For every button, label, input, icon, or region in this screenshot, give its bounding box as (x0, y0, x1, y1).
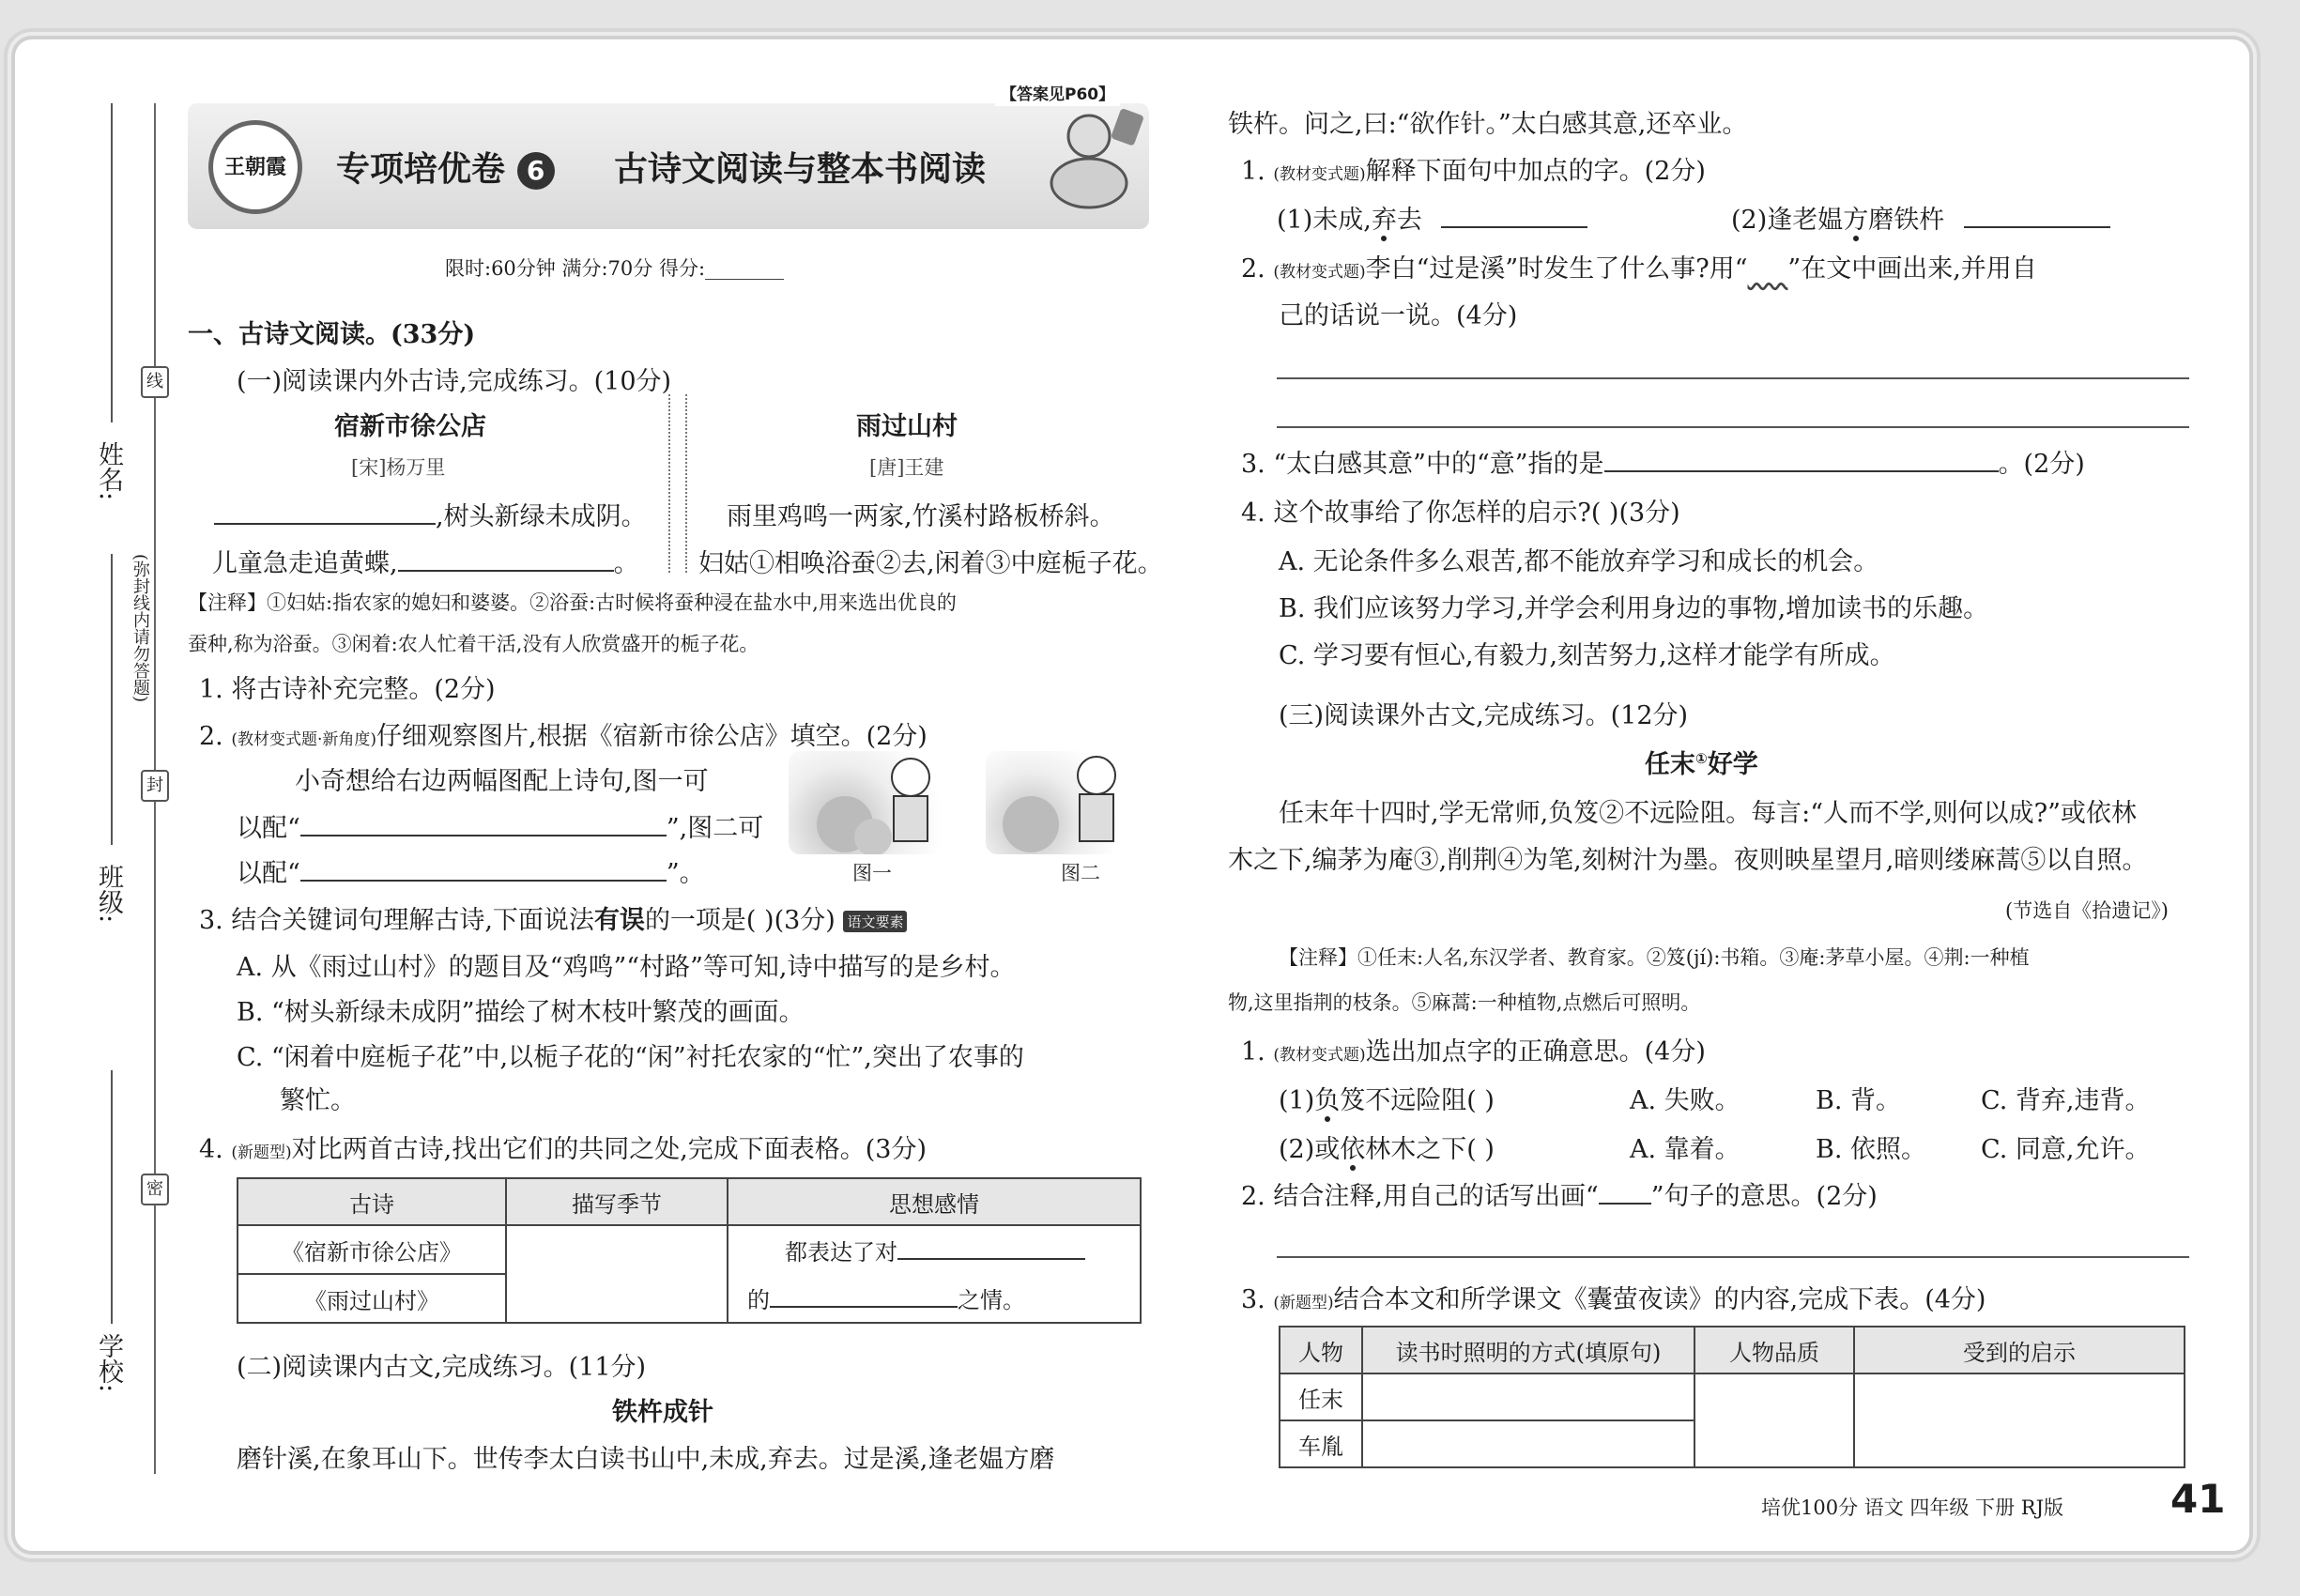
poem1-author: [宋]杨万里 (351, 456, 446, 479)
binding-warning: (弥封线内请勿答题) (130, 554, 150, 703)
part2-heading: (二)阅读课内古文,完成练习。(11分) (237, 1353, 647, 1382)
story3-title-a: 任末 (1645, 750, 1695, 779)
left-q4: 4. (新题型)对比两首古诗,找出它们的共同之处,完成下面表格。(3分) (199, 1135, 928, 1164)
school-label: 学校: (94, 1333, 123, 1393)
p3-q1: 1. (教材变式题)选出加点字的正确意思。(4分) (1241, 1037, 1706, 1067)
p3q1b-post: 林木之下( ) (1365, 1135, 1495, 1164)
right-q1a (1277, 199, 1587, 236)
q1b-dotted: 方 (1843, 206, 1869, 235)
right-q3 (1241, 443, 2085, 480)
right-q2-cont: 己的话说一说。(4分) (1279, 301, 1518, 330)
p3-q1a-option-a[interactable]: A. 失败。 (1630, 1086, 1740, 1115)
left-q3-option-c: C. “闲着中庭栀子花”中,以栀子花的“闲”衬托农家的“忙”,突出了农事的 (237, 1043, 1024, 1072)
q1a-blank[interactable] (1441, 204, 1587, 228)
section1-heading: 一、古诗文阅读。(33分) (188, 320, 476, 349)
left-q2-line3 (237, 852, 705, 889)
figure-one-caption: 图一 (852, 862, 892, 884)
left-q2-text: 仔细观察图片,根据《宿新市徐公店》填空。(2分) (376, 722, 928, 751)
q3-blank[interactable] (1604, 448, 1999, 472)
q1b-post: 磨铁杵 (1868, 206, 1945, 235)
emotion-text-c: 之情。 (958, 1287, 1025, 1313)
right-q4-option-a: A. 无论条件多么艰苦,都不能放弃学习和成长的机会。 (1279, 547, 1879, 576)
answer-reference: 【答案见P60】 (995, 79, 1120, 106)
p3-q1b (1279, 1128, 1495, 1165)
story3-line1: 任末年十四时,学无常师,负笈②不远险阻。每言:“人而不学,则何以成?”或依林 (1279, 799, 2137, 828)
binding-xian: 线 (141, 366, 169, 398)
right-q2-text-b: ”在文中画出来,并用自 (1787, 254, 2037, 284)
story3-notes-1: 【注释】①任末:人名,东汉学者、教育家。②笈(jí):书箱。③庵:茅草小屋。④荆:一种植 (1279, 946, 2030, 969)
poem-notes-1: 【注释】①妇姑:指农家的媳妇和婆婆。②浴蚕:古时候将蚕种浸在盐水中,用来选出优良的 (188, 591, 957, 614)
left-q2: 2. (教材变式题·新角度)仔细观察图片,根据《宿新市徐公店》填空。(2分) (199, 722, 928, 751)
poem2-author: [唐]王建 (869, 456, 944, 479)
q2-l3-post: ”。 (666, 859, 705, 888)
emotion-answer-cell[interactable] (728, 1225, 1141, 1323)
binding-mi: 密 (141, 1174, 169, 1205)
right-q2: 2. (教材变式题)李白“过是溪”时发生了什么事?用“ ”在文中画出来,并用自 (1241, 254, 2037, 284)
answer-line[interactable] (1277, 1256, 2189, 1258)
q1b-blank[interactable] (1964, 204, 2110, 228)
series-title (336, 143, 555, 191)
left-q3-option-a: A. 从《雨过山村》的题目及“鸡鸣”“村路”等可知,诗中描写的是乡村。 (237, 953, 1016, 982)
table-header: 人物品质 (1694, 1327, 1854, 1373)
table-cell: 任末 (1280, 1373, 1362, 1420)
table-header: 受到的启示 (1854, 1327, 2185, 1373)
q3-text-c: 的一项是( )(3分) (644, 906, 836, 935)
p3-q1b-option-a[interactable]: A. 靠着。 (1630, 1135, 1740, 1164)
q1a-dotted: 弃 (1371, 206, 1397, 235)
emotion-blank1[interactable] (897, 1235, 1085, 1260)
left-q1: 1. 将古诗补充完整。(2分) (199, 675, 496, 704)
right-q2-tag: (教材变式题) (1273, 263, 1366, 282)
poem-divider (668, 394, 687, 573)
page-title: 古诗文阅读与整本书阅读 (614, 150, 987, 189)
poem2-title: 雨过山村 (856, 412, 958, 441)
p3q2-text-a: 2. 结合注释,用自己的话写出画“ (1241, 1182, 1599, 1211)
p3-q1a-option-b[interactable]: B. 背。 (1816, 1086, 1902, 1115)
answer-cell[interactable] (1694, 1373, 1854, 1467)
p3q1a-post: 笈不远险阻( ) (1340, 1086, 1495, 1115)
q2-l2-post: ”,图二可 (666, 814, 764, 843)
part1-heading: (一)阅读课内外古诗,完成练习。(10分) (237, 367, 672, 396)
right-q4: 4. 这个故事给了你怎样的启示?( )(3分) (1241, 499, 1680, 528)
q3-text-emph: 有误 (593, 906, 645, 935)
story3-title-sup: ① (1695, 750, 1708, 767)
publisher-logo: 王朝霞 (208, 120, 302, 214)
p3-q3-text: 结合本文和所学课文《囊萤夜读》的内容,完成下表。(4分) (1333, 1285, 1986, 1314)
p3q1a-dotted: 负 (1314, 1086, 1341, 1115)
name-label: 姓名: (94, 441, 123, 501)
answer-cell[interactable] (1362, 1420, 1694, 1467)
part3-heading: (三)阅读课外古文,完成练习。(12分) (1279, 701, 1689, 730)
figure-one-image (789, 751, 967, 854)
fig2-blank[interactable] (300, 857, 667, 882)
p3q2-underline-sample (1599, 1186, 1651, 1205)
story3-source: (节选自《拾遗记》) (2005, 899, 2169, 922)
name-blank (111, 103, 113, 422)
right-q3-text-a: 3. “太白感其意”中的“意”指的是 (1241, 450, 1604, 479)
poem1-line1 (214, 496, 647, 532)
poem1-blank2[interactable] (398, 547, 614, 572)
left-q3-option-c-cont: 繁忙。 (280, 1086, 356, 1115)
p3-q1b-option-b[interactable]: B. 依照。 (1816, 1135, 1927, 1164)
table-header: 读书时照明的方式(填原句) (1362, 1327, 1694, 1373)
reading-compare-table (1279, 1326, 2185, 1468)
p3-q2 (1241, 1175, 1878, 1212)
p3-q1-text: 选出加点字的正确意思。(4分) (1365, 1037, 1706, 1067)
left-q2-line1: 小奇想给右边两幅图配上诗句,图一可 (295, 767, 709, 796)
right-q4-option-b: B. 我们应该努力学习,并学会利用身边的事物,增加读书的乐趣。 (1279, 594, 1989, 623)
p3q2-text-b: ”句子的意思。(2分) (1650, 1182, 1878, 1211)
story-text-2: 铁杵。问之,曰:“欲作针。”太白感其意,还卒业。 (1228, 110, 1748, 139)
right-q3-text-b: 。(2分) (1998, 450, 2085, 479)
number-badge: 6 (517, 152, 555, 190)
poem1-line2-text: 儿童急走追黄蝶, (212, 549, 398, 578)
story-title: 铁杵成针 (612, 1398, 713, 1427)
q3-tag: 语文要素 (843, 911, 907, 932)
p3q1b-dotted: 依 (1340, 1135, 1366, 1164)
q1b-pre: (2)逢老媪 (1731, 206, 1844, 235)
p3q1a-pre: (1) (1279, 1086, 1315, 1115)
poem1-line2-end: 。 (613, 549, 639, 578)
answer-line[interactable] (1277, 377, 2189, 379)
right-q2-text-a: 李白“过是溪”时发生了什么事?用“ (1365, 254, 1748, 284)
left-q2-line2 (237, 807, 763, 844)
p3-q1-tag: (教材变式题) (1273, 1046, 1366, 1065)
right-q1b (1731, 199, 2110, 236)
figure-two-caption: 图二 (1061, 862, 1100, 884)
answer-cell[interactable] (1854, 1373, 2185, 1467)
fig1-blank[interactable] (300, 812, 667, 836)
right-q1-tag: (教材变式题) (1273, 165, 1366, 184)
story3-line2: 木之下,编茅为庵③,削荆④为笔,刻树汁为墨。夜则映星望月,暗则缕麻蒿⑤以自照。 (1228, 846, 2148, 875)
emotion-text-b: 的 (747, 1287, 770, 1313)
poem2-line2: 妇姑①相唤浴蚕②去,闲着③中庭栀子花。 (698, 549, 1163, 578)
left-q4-text: 对比两首古诗,找出它们的共同之处,完成下面表格。(3分) (291, 1135, 928, 1164)
right-q1: 1. (教材变式题)解释下面句中加点的字。(2分) (1241, 157, 1706, 186)
season-answer-cell[interactable] (506, 1225, 728, 1323)
story3-notes-2: 物,这里指荆的枝条。⑤麻蒿:一种植物,点燃后可照明。 (1228, 991, 1701, 1014)
poem1-title: 宿新市徐公店 (334, 412, 486, 441)
answer-line[interactable] (1277, 426, 2189, 428)
footer-info: 培优100分 语文 四年级 下册 RJ版 (1761, 1496, 2064, 1519)
class-label: 班级: (94, 864, 123, 924)
poem1-line2 (212, 543, 639, 579)
p3-q1a-option-c[interactable]: C. 背弃,违背。 (1981, 1086, 2151, 1115)
left-q2-tag: (教材变式题·新角度) (231, 730, 377, 749)
story3-title (1645, 744, 1758, 780)
p3-q1b-option-c[interactable]: C. 同意,允许。 (1981, 1135, 2151, 1164)
figure-two-image (986, 751, 1136, 854)
table-cell: 《雨过山村》 (238, 1274, 506, 1323)
story3-title-b: 好学 (1707, 750, 1758, 779)
poem1-line1-text: ,树头新绿未成阴。 (436, 502, 647, 531)
table-cell: 车胤 (1280, 1420, 1362, 1467)
emotion-text-a: 都表达了对 (785, 1239, 897, 1266)
series-name: 专项培优卷 (336, 150, 506, 189)
p3-q3: 3. (新题型)结合本文和所学课文《囊萤夜读》的内容,完成下表。(4分) (1241, 1285, 1986, 1314)
right-q4-option-c: C. 学习要有恒心,有毅力,刻苦努力,这样才能学有所成。 (1279, 641, 1895, 670)
poem-notes-2: 蚕种,称为浴蚕。③闲着:农人忙着干活,没有人欣赏盛开的栀子花。 (188, 633, 759, 655)
left-q4-tag: (新题型) (231, 1143, 292, 1162)
p3-q3-tag: (新题型) (1273, 1294, 1334, 1312)
p3-q1a (1279, 1080, 1495, 1116)
school-blank (111, 1070, 113, 1324)
q2-l3-pre: 以配“ (237, 859, 300, 888)
p3q1b-pre: (2)或 (1279, 1135, 1341, 1164)
story-text-1: 磨针溪,在象耳山下。世传李太白读书山中,未成,弃去。过是溪,逢老媪方磨 (237, 1445, 1055, 1474)
emotion-blank2[interactable] (770, 1283, 958, 1308)
class-blank (111, 554, 113, 845)
limits-line: 限时:60分钟 满分:70分 得分:________ (445, 257, 785, 280)
poem2-line1: 雨里鸡鸣一两家,竹溪村路板桥斜。 (727, 502, 1115, 531)
poem1-blank1[interactable] (214, 500, 436, 525)
table-header: 思想感情 (728, 1178, 1141, 1225)
q1a-post: 去 (1396, 206, 1422, 235)
right-q1-text: 解释下面句中加点的字。(2分) (1365, 157, 1706, 186)
q2-l2-pre: 以配“ (237, 814, 300, 843)
table-header: 古诗 (238, 1178, 506, 1225)
page-number: 41 (2170, 1476, 2226, 1522)
table-cell: 《宿新市徐公店》 (238, 1225, 506, 1274)
q3-text-a: 3. 结合关键词句理解古诗,下面说法 (199, 906, 594, 935)
q1a-pre: (1)未成, (1277, 206, 1372, 235)
left-q3-option-b: B. “树头新绿未成阴”描绘了树木枝叶繁茂的画面。 (237, 998, 805, 1027)
table-header: 人物 (1280, 1327, 1362, 1373)
binding-feng: 封 (141, 770, 169, 802)
left-q3 (199, 899, 907, 936)
answer-cell[interactable] (1362, 1373, 1694, 1420)
table-header: 描写季节 (506, 1178, 728, 1225)
poem-compare-table (237, 1177, 1142, 1324)
cartoon-mascot-icon (1042, 103, 1145, 216)
